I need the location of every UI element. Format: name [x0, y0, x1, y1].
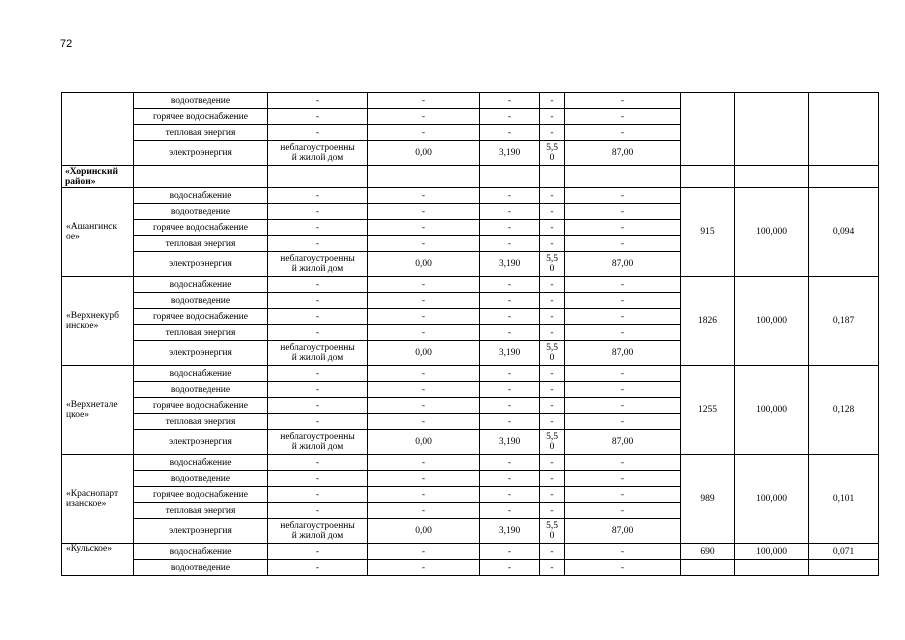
dash-cell: - [540, 487, 565, 503]
dash-cell: - [268, 503, 368, 519]
dash-cell: - [565, 560, 681, 576]
empty-cell [809, 166, 879, 188]
dash-cell: - [565, 382, 681, 398]
table-row [62, 544, 879, 560]
dash-cell: - [565, 455, 681, 471]
service-name: водоотведение [134, 560, 268, 576]
population-cell: 1255 [681, 366, 735, 455]
coef-cell: 0,101 [809, 455, 879, 544]
norm-cell: 5,5 0 [540, 430, 565, 455]
dash-cell: - [368, 188, 480, 204]
empty-cell [134, 166, 268, 188]
empty-cell [540, 166, 565, 188]
dash-cell: - [368, 125, 480, 141]
dash-cell: - [268, 455, 368, 471]
dash-cell: - [565, 220, 681, 236]
service-name: горячее водоснабжение [134, 220, 268, 236]
table-row [62, 560, 879, 576]
percent-cell: 87,00 [565, 141, 681, 166]
dash-cell: - [565, 503, 681, 519]
housing-type: неблагоустроенны й жилой дом [268, 430, 368, 455]
dash-cell: - [268, 487, 368, 503]
dash-cell: - [540, 455, 565, 471]
dash-cell: - [540, 204, 565, 220]
dash-cell: - [540, 398, 565, 414]
dash-cell: - [480, 93, 540, 109]
service-name: электроэнергия [134, 341, 268, 366]
dash-cell: - [268, 398, 368, 414]
empty-cell [368, 166, 480, 188]
coef-cell: 0,071 [809, 544, 879, 560]
dash-cell: - [480, 125, 540, 141]
dash-cell: - [540, 293, 565, 309]
dash-cell: - [540, 188, 565, 204]
empty-cell [809, 560, 879, 576]
table-row [62, 166, 879, 188]
dash-cell: - [268, 204, 368, 220]
dash-cell: - [540, 414, 565, 430]
dash-cell: - [368, 293, 480, 309]
dash-cell: - [268, 220, 368, 236]
coef-cell: 0,187 [809, 277, 879, 366]
dash-cell: - [565, 188, 681, 204]
dash-cell: - [540, 220, 565, 236]
service-name: тепловая энергия [134, 236, 268, 252]
service-name: электроэнергия [134, 141, 268, 166]
percent-cell: 87,00 [565, 252, 681, 277]
dash-cell: - [268, 366, 368, 382]
dash-cell: - [540, 236, 565, 252]
dash-cell: - [565, 109, 681, 125]
dash-cell: - [268, 325, 368, 341]
table-row [62, 188, 879, 204]
dash-cell: - [540, 503, 565, 519]
housing-type: неблагоустроенны й жилой дом [268, 341, 368, 366]
share-cell: 100,000 [735, 544, 809, 560]
dash-cell: - [268, 125, 368, 141]
dash-cell: - [480, 544, 540, 560]
value-cell: 0,00 [368, 519, 480, 544]
table-row [62, 277, 879, 293]
service-name: электроэнергия [134, 252, 268, 277]
service-name: горячее водоснабжение [134, 309, 268, 325]
service-name: горячее водоснабжение [134, 109, 268, 125]
service-name: горячее водоснабжение [134, 398, 268, 414]
dash-cell: - [480, 293, 540, 309]
dash-cell: - [480, 398, 540, 414]
dash-cell: - [268, 471, 368, 487]
coef-cell: 0,094 [809, 188, 879, 277]
dash-cell: - [540, 325, 565, 341]
dash-cell: - [480, 366, 540, 382]
service-name: водоснабжение [134, 544, 268, 560]
service-name: водоотведение [134, 93, 268, 109]
dash-cell: - [565, 293, 681, 309]
percent-cell: 87,00 [565, 430, 681, 455]
table-row [62, 93, 879, 109]
dash-cell: - [540, 309, 565, 325]
dash-cell: - [565, 277, 681, 293]
dash-cell: - [268, 236, 368, 252]
empty-cell [735, 166, 809, 188]
dash-cell: - [480, 220, 540, 236]
service-name: водоснабжение [134, 277, 268, 293]
percent-cell: 87,00 [565, 341, 681, 366]
share-cell [735, 93, 809, 166]
dash-cell: - [480, 560, 540, 576]
dash-cell: - [368, 220, 480, 236]
dash-cell: - [268, 93, 368, 109]
dash-cell: - [268, 414, 368, 430]
dash-cell: - [565, 398, 681, 414]
share-cell: 100,000 [735, 455, 809, 544]
value-cell: 0,00 [368, 141, 480, 166]
population-cell: 1826 [681, 277, 735, 366]
dash-cell: - [540, 544, 565, 560]
dash-cell: - [565, 204, 681, 220]
dash-cell: - [368, 455, 480, 471]
dash-cell: - [565, 471, 681, 487]
dash-cell: - [268, 544, 368, 560]
service-name: тепловая энергия [134, 414, 268, 430]
dash-cell: - [368, 366, 480, 382]
settlement-name: «Ашангинск ое» [62, 188, 134, 277]
population-cell [681, 93, 735, 166]
dash-cell: - [480, 471, 540, 487]
empty-cell [565, 166, 681, 188]
dash-cell: - [540, 93, 565, 109]
dash-cell: - [540, 125, 565, 141]
dash-cell: - [268, 188, 368, 204]
dash-cell: - [565, 93, 681, 109]
service-name: водоотведение [134, 382, 268, 398]
dash-cell: - [540, 560, 565, 576]
dash-cell: - [480, 277, 540, 293]
dash-cell: - [480, 309, 540, 325]
service-name: электроэнергия [134, 519, 268, 544]
share-cell: 100,000 [735, 188, 809, 277]
settlement-name: «Верхнетале цкое» [62, 366, 134, 455]
service-name: водоотведение [134, 204, 268, 220]
dash-cell: - [368, 325, 480, 341]
service-name: электроэнергия [134, 430, 268, 455]
empty-cell [681, 560, 735, 576]
population-cell: 690 [681, 544, 735, 560]
dash-cell: - [565, 125, 681, 141]
dash-cell: - [480, 414, 540, 430]
dash-cell: - [480, 503, 540, 519]
empty-cell [480, 166, 540, 188]
tariff-cell: 3,190 [480, 252, 540, 277]
service-name: тепловая энергия [134, 325, 268, 341]
tariff-cell: 3,190 [480, 430, 540, 455]
population-cell: 915 [681, 188, 735, 277]
service-name: водоотведение [134, 471, 268, 487]
dash-cell: - [368, 414, 480, 430]
tariff-table [61, 92, 879, 576]
dash-cell: - [540, 277, 565, 293]
dash-cell: - [540, 366, 565, 382]
dash-cell: - [565, 414, 681, 430]
value-cell: 0,00 [368, 341, 480, 366]
table-row [62, 366, 879, 382]
table-row [62, 455, 879, 471]
dash-cell: - [540, 109, 565, 125]
norm-cell: 5,5 0 [540, 519, 565, 544]
dash-cell: - [368, 93, 480, 109]
settlement-name: «Краснопарт изанское» [62, 455, 134, 544]
dash-cell: - [368, 560, 480, 576]
norm-cell: 5,5 0 [540, 341, 565, 366]
share-cell: 100,000 [735, 366, 809, 455]
table-body [62, 93, 879, 576]
dash-cell: - [368, 236, 480, 252]
service-name: горячее водоснабжение [134, 487, 268, 503]
tariff-cell: 3,190 [480, 341, 540, 366]
page-number: 72 [60, 38, 73, 50]
dash-cell: - [565, 325, 681, 341]
norm-cell: 5,5 0 [540, 141, 565, 166]
dash-cell: - [368, 309, 480, 325]
housing-type: неблагоустроенны й жилой дом [268, 141, 368, 166]
settlement-name: «Кульское» [62, 544, 134, 576]
dash-cell: - [480, 188, 540, 204]
dash-cell: - [268, 560, 368, 576]
value-cell: 0,00 [368, 252, 480, 277]
service-name: водоотведение [134, 293, 268, 309]
dash-cell: - [565, 366, 681, 382]
dash-cell: - [540, 382, 565, 398]
service-name: тепловая энергия [134, 503, 268, 519]
service-name: водоснабжение [134, 455, 268, 471]
dash-cell: - [268, 293, 368, 309]
population-cell: 989 [681, 455, 735, 544]
dash-cell: - [268, 309, 368, 325]
coef-cell [809, 93, 879, 166]
dash-cell: - [565, 544, 681, 560]
settlement-name: «Верхнекурб инское» [62, 277, 134, 366]
tariff-cell: 3,190 [480, 141, 540, 166]
dash-cell: - [565, 309, 681, 325]
dash-cell: - [565, 487, 681, 503]
dash-cell: - [480, 236, 540, 252]
dash-cell: - [368, 277, 480, 293]
dash-cell: - [565, 236, 681, 252]
dash-cell: - [368, 471, 480, 487]
housing-type: неблагоустроенны й жилой дом [268, 519, 368, 544]
empty-cell [681, 166, 735, 188]
housing-type: неблагоустроенны й жилой дом [268, 252, 368, 277]
dash-cell: - [540, 471, 565, 487]
share-cell: 100,000 [735, 277, 809, 366]
service-name: тепловая энергия [134, 125, 268, 141]
dash-cell: - [268, 109, 368, 125]
district-name: «Хоринский район» [62, 166, 134, 188]
dash-cell: - [368, 398, 480, 414]
dash-cell: - [480, 382, 540, 398]
service-name: водоснабжение [134, 188, 268, 204]
dash-cell: - [368, 109, 480, 125]
percent-cell: 87,00 [565, 519, 681, 544]
coef-cell: 0,128 [809, 366, 879, 455]
empty-cell [735, 560, 809, 576]
dash-cell: - [480, 109, 540, 125]
dash-cell: - [480, 455, 540, 471]
dash-cell: - [268, 277, 368, 293]
tariff-cell: 3,190 [480, 519, 540, 544]
dash-cell: - [368, 544, 480, 560]
dash-cell: - [368, 503, 480, 519]
dash-cell: - [368, 382, 480, 398]
empty-cell [268, 166, 368, 188]
dash-cell: - [368, 487, 480, 503]
norm-cell: 5,5 0 [540, 252, 565, 277]
dash-cell: - [480, 325, 540, 341]
dash-cell: - [480, 487, 540, 503]
service-name: водоснабжение [134, 366, 268, 382]
dash-cell: - [480, 204, 540, 220]
dash-cell: - [368, 204, 480, 220]
settlement-cell [62, 93, 134, 166]
value-cell: 0,00 [368, 430, 480, 455]
dash-cell: - [268, 382, 368, 398]
